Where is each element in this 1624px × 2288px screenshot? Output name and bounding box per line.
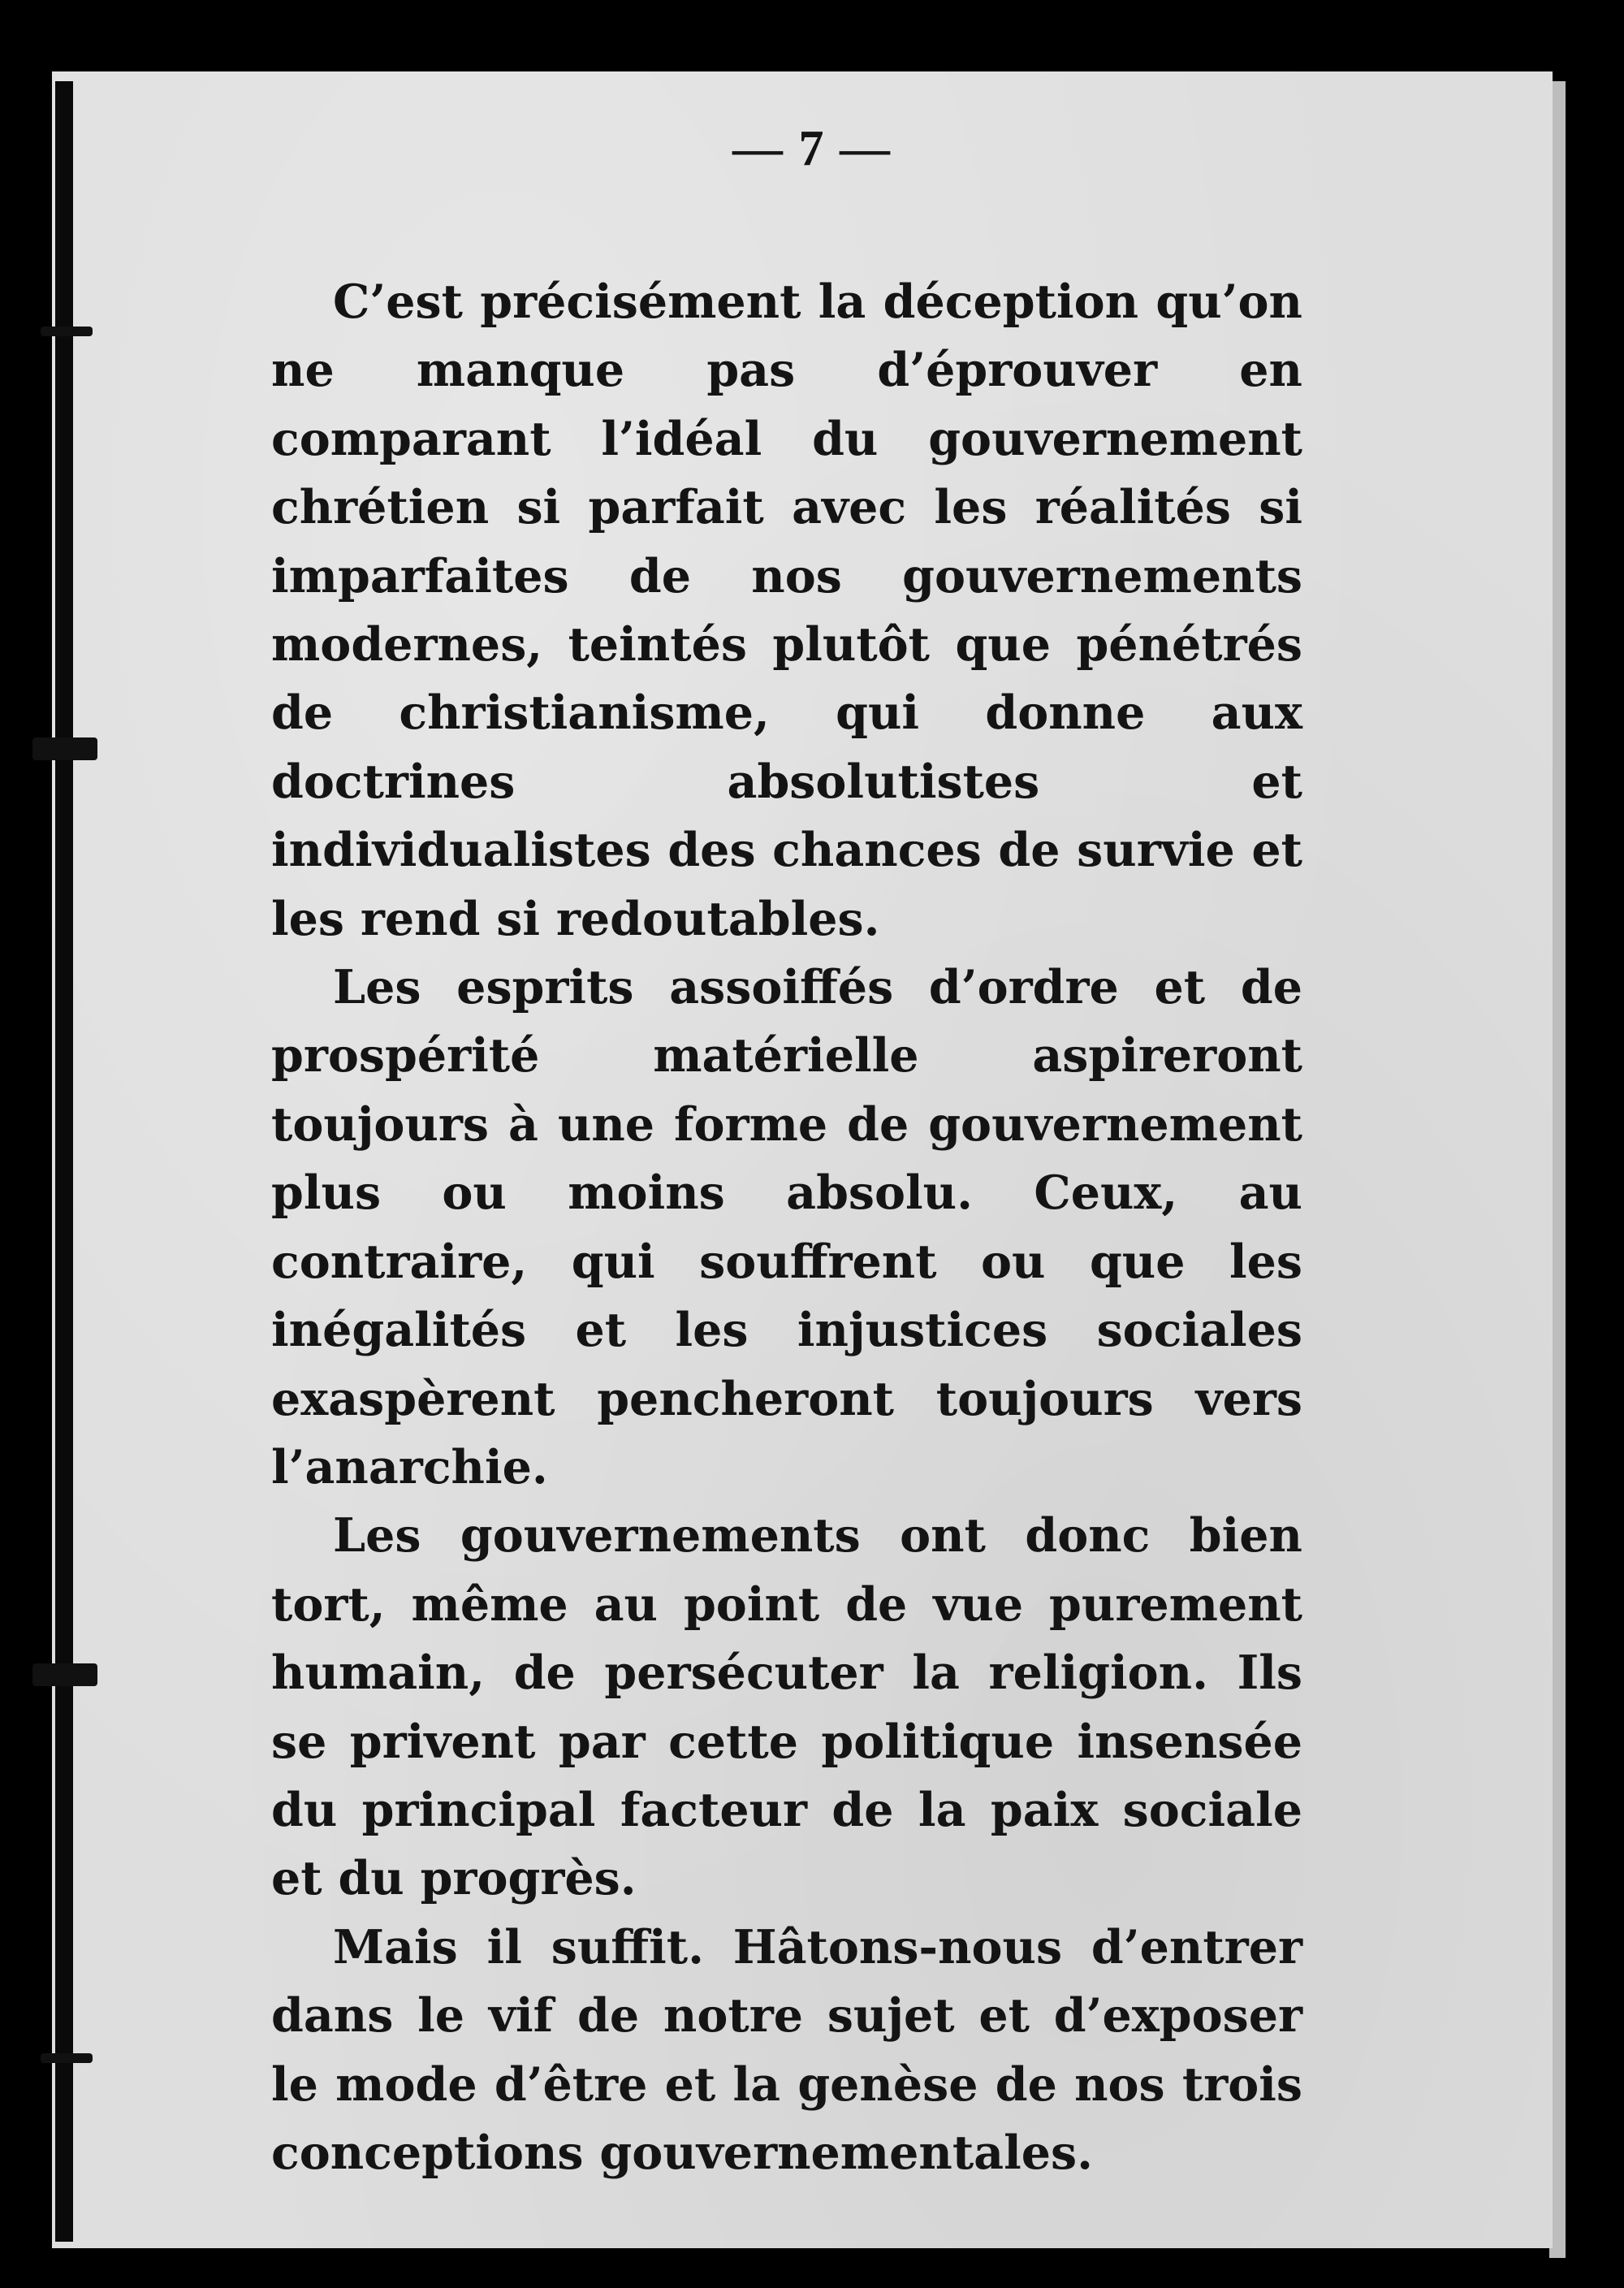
paragraph-3: Les gouvernements ont donc bien tort, même au point de vue purement humain, de persécuter la religion. Ils se privent par cette politique insensée du principal facteur de la paix sociale et du progrès. [271,1508,1302,1906]
body-text [271,268,1302,2187]
paragraph-4: Mais il suffit. Hâtons-nous d’entrer dans le vif de notre sujet et d’exposer le mode d’être et la genèse de nos trois conceptions gouvernementales. [271,1919,1302,2180]
paragraph-2: Les esprits assoiffés d’ordre et de prospérité matérielle aspireront toujours à une forme de gouvernement plus ou moins absolu. Ceux, au contraire, qui souffrent ou que les inégalités et les injustices sociales exaspèrent pencheront toujours vers l’anarchie. [271,960,1302,1494]
binding-stitch-1 [41,327,93,336]
binding-stitch-2 [32,737,97,760]
book-binding [55,81,73,2242]
binding-stitch-4 [41,2053,93,2063]
paragraph-1: C’est précisément la déception qu’on ne manque pas d’éprouver en comparant l’idéal du gouvernement chrétien si parfait avec les réalités si imparfaites de nos gouvernements modernes, teintés plutôt que pénétrés de christianisme, qui donne aux doctrines absolutistes et individualistes des chances de survie et les rend si redoutables. [271,275,1302,946]
page-number: — 7 — [732,121,892,176]
binding-stitch-3 [32,1663,97,1686]
